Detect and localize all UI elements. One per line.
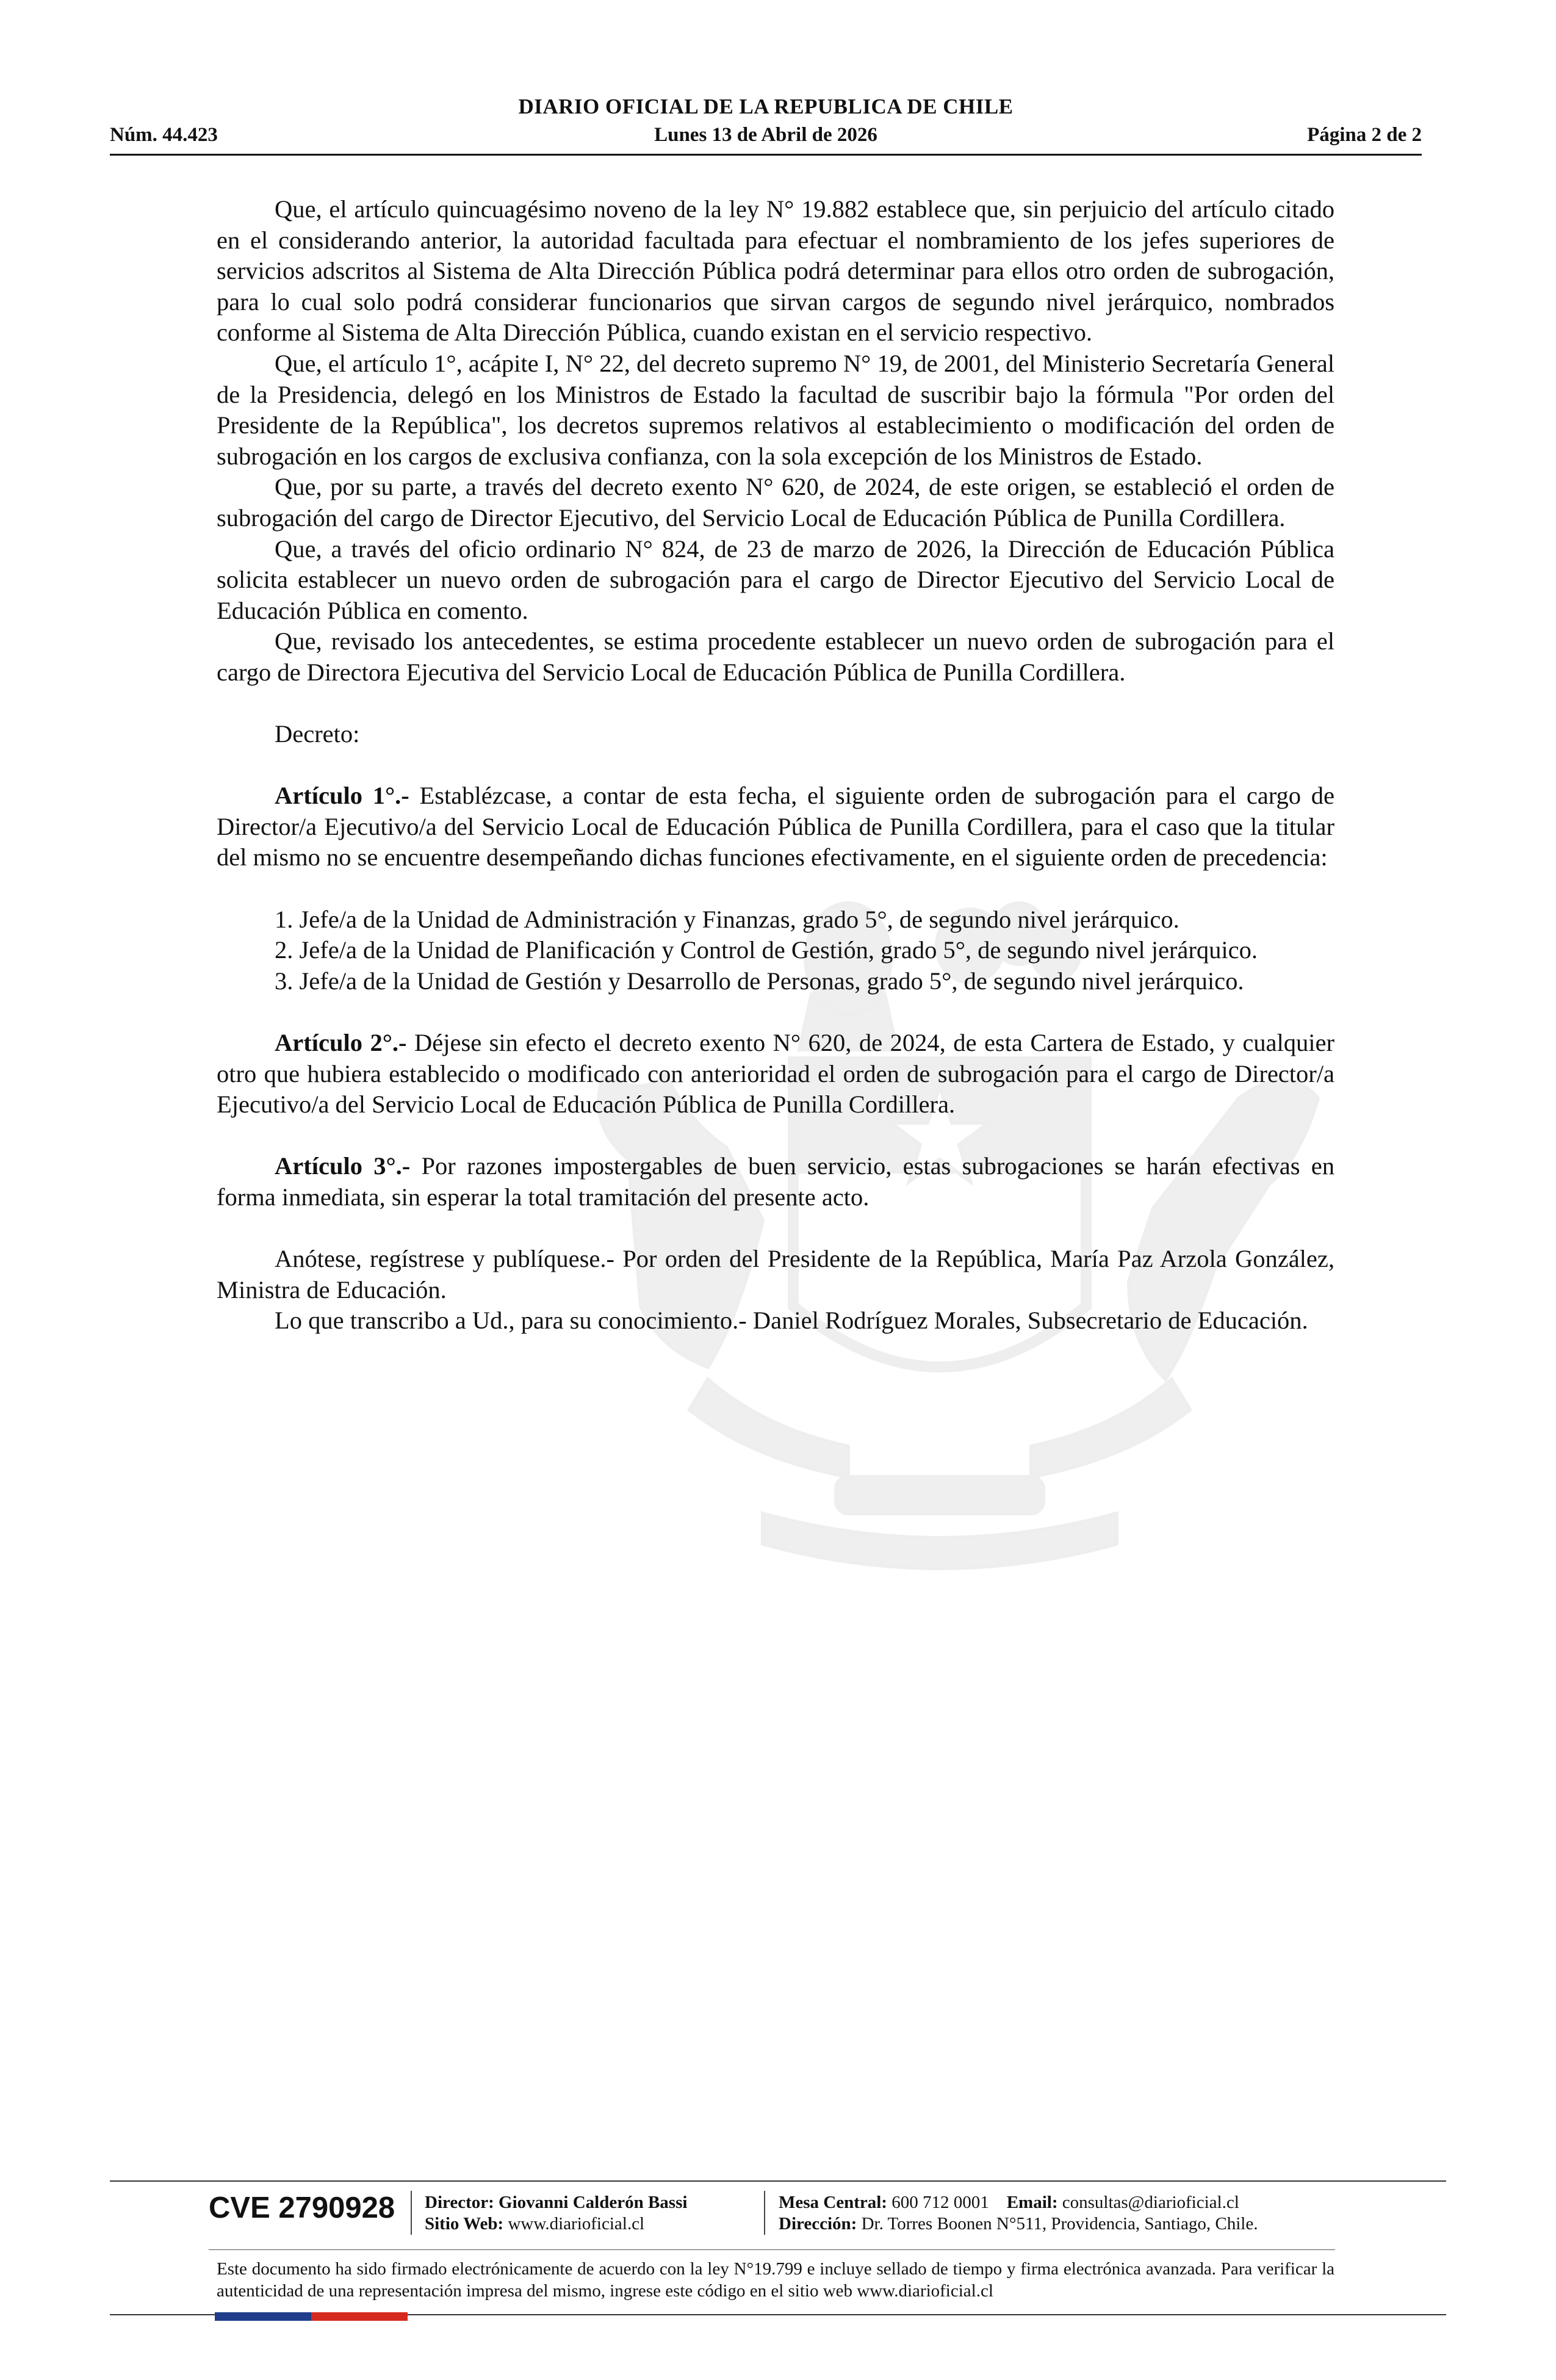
- paragraph: Que, revisado los antecedentes, se estima procedente establecer un nuevo orden de subrogación para el cargo de Directora Ejecutiva del Servicio Local de Educación Pública de Punilla Cordillera.: [217, 627, 1334, 686]
- footer-separator: [411, 2191, 412, 2235]
- website-link[interactable]: www.diarioficial.cl: [508, 2214, 645, 2234]
- article-2-text: Déjese sin efecto el decreto exento N° 620, de 2024, de esta Cartera de Estado, y cualquier otro que hubiera establecido o modificado con anterioridad el orden de subrogación para el cargo de Director/a Ejecutivo/a del Servicio Local de Educación Pública de Punilla Cordillera.: [217, 1029, 1334, 1119]
- flag-red-segment: [311, 2312, 408, 2321]
- paragraph: Que, por su parte, a través del decreto exento N° 620, de 2024, de este origen, se estableció el orden de subrogación del cargo de Director Ejecutivo, del Servicio Local de Educación Pública de Punilla Cordillera.: [217, 473, 1334, 532]
- header-divider: [110, 154, 1422, 156]
- page-number: Página 2 de 2: [1307, 124, 1422, 146]
- website-label: Sitio Web:: [425, 2214, 504, 2234]
- address-value: Dr. Torres Boonen N°511, Providencia, Santiago, Chile.: [861, 2214, 1258, 2234]
- article-2-label: Artículo 2°.-: [275, 1029, 407, 1057]
- closing-paragraph: Anótese, regístrese y publíquese.- Por orden del Presidente de la República, María Paz Arzola González, Ministra de Educación.: [217, 1245, 1334, 1304]
- article-1-label: Artículo 1°.-: [275, 782, 409, 810]
- article-3: [217, 1151, 1334, 1213]
- decree-heading: Decreto:: [275, 720, 360, 748]
- footer-divider-middle: [209, 2249, 1335, 2250]
- article-3-text: Por razones impostergables de buen servicio, estas subrogaciones se harán efectivas en forma inmediata, sin esperar la total tramitación del presente acto.: [217, 1152, 1334, 1211]
- email-link[interactable]: consultas@diarioficial.cl: [1062, 2193, 1239, 2212]
- publication-date: Lunes 13 de Abril de 2026: [654, 124, 877, 146]
- director-label: Director:: [425, 2193, 494, 2212]
- signature-disclaimer: Este documento ha sido firmado electrónicamente de acuerdo con la ley N°19.799 e incluye sellado de tiempo y firma electrónica avanzada. Para verificar la autenticidad de una representación impresa del mismo, ingrese este código en el sitio web www.diarioficial.cl: [217, 2259, 1334, 2301]
- footer-divider-top: [110, 2180, 1446, 2182]
- address-line: [779, 2213, 1258, 2235]
- address-label: Dirección:: [779, 2214, 857, 2234]
- director-line: [425, 2192, 687, 2213]
- page-header: [110, 95, 1422, 156]
- paragraph: Que, el artículo quincuagésimo noveno de la ley N° 19.882 establece que, sin perjuicio del artículo citado en el considerando anterior, la autoridad facultada para efectuar el nombramiento de los jefes superiores de servicios adscritos al Sistema de Alta Dirección Pública podrá determinar para ellos otro orden de subrogación, para lo cual solo podrá considerar funcionarios que sirvan cargos de segundo nivel jerárquico, nombrados conforme al Sistema de Alta Dirección Pública, cuando existan en el servicio respectivo.: [217, 195, 1334, 347]
- article-3-label: Artículo 3°.-: [275, 1152, 411, 1180]
- mesa-label: Mesa Central:: [779, 2193, 887, 2212]
- document-body: [217, 194, 1334, 1336]
- mesa-phone: 600 712 0001: [891, 2193, 989, 2212]
- footer-director-info: [425, 2192, 687, 2235]
- email-label: Email:: [1006, 2193, 1058, 2212]
- flag-blue-segment: [215, 2312, 311, 2321]
- article-1: [217, 781, 1334, 873]
- issue-number: Núm. 44.423: [110, 124, 218, 146]
- website-line: [425, 2213, 687, 2235]
- contact-line: [779, 2192, 1258, 2213]
- article-2: [217, 1028, 1334, 1120]
- director-name: Giovanni Calderón Bassi: [499, 2193, 688, 2212]
- cve-code: CVE 2790928: [209, 2191, 395, 2224]
- footer-contact-info: [779, 2192, 1258, 2235]
- list-item: 1. Jefe/a de la Unidad de Administración y Finanzas, grado 5°, de segundo nivel jerárquico.: [275, 905, 1180, 933]
- flag-color-bar: [215, 2312, 408, 2321]
- list-item: 3. Jefe/a de la Unidad de Gestión y Desarrollo de Personas, grado 5°, de segundo nivel jerárquico.: [275, 967, 1244, 995]
- paragraph: Que, a través del oficio ordinario N° 824, de 23 de marzo de 2026, la Dirección de Educación Pública solicita establecer un nuevo orden de subrogación para el cargo de Director Ejecutivo del Servicio Local de Educación Pública en comento.: [217, 535, 1334, 624]
- paragraph: Que, el artículo 1°, acápite I, N° 22, del decreto supremo N° 19, de 2001, del Ministerio Secretaría General de la Presidencia, delegó en los Ministros de Estado la facultad de suscribir bajo la fórmula "Por orden del Presidente de la República", los decretos supremos relativos al establecimiento o modificación del orden de subrogación en los cargos de exclusiva confianza, con la sola excepción de los Ministros de Estado.: [217, 349, 1334, 470]
- publication-title: DIARIO OFICIAL DE LA REPUBLICA DE CHILE: [518, 95, 1014, 118]
- list-item: 2. Jefe/a de la Unidad de Planificación y Control de Gestión, grado 5°, de segundo nivel jerárquico.: [275, 936, 1258, 964]
- article-1-text: Establézcase, a contar de esta fecha, el siguiente orden de subrogación para el cargo de Director/a Ejecutivo/a del Servicio Local de Educación Pública de Punilla Cordillera, para el caso que la titular del mismo no se encuentre desempeñando dichas funciones efectivamente, en el siguiente orden de precedencia:: [217, 782, 1334, 871]
- closing-paragraph: Lo que transcribo a Ud., para su conocimiento.- Daniel Rodríguez Morales, Subsecretario de Educación.: [275, 1307, 1308, 1335]
- footer-separator: [764, 2191, 765, 2235]
